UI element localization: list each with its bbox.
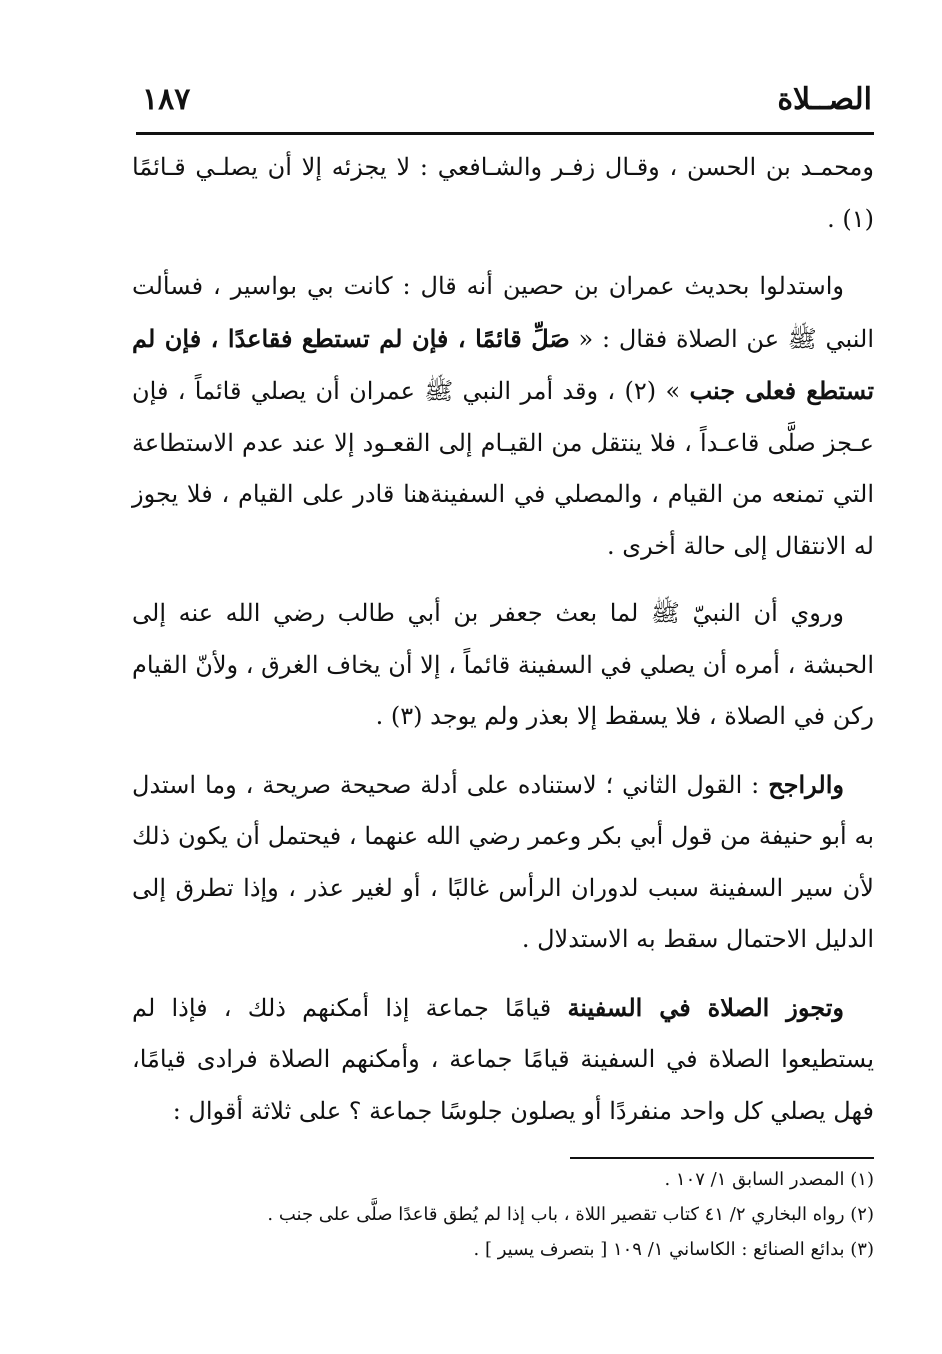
body-text [132,142,874,1153]
paragraph-5-text: قيامًا جماعة إذا أمكنهم ذلك ، فإذا لم يستطيعوا الصلاة في السفينة قيامًا جماعة ، وأمكنهم الصلاة فرادى قيامًا، فهل يصلي كل واحد منفردًا أو يصلون جلوسًا جماعة ؟ على ثلاثة أقوال : [132,993,874,1125]
footnote-2: (٢) رواه البخاري ٢/ ٤١ كتاب تقصير اللاة ، باب إذا لم يُطق قاعدًا صلَّى على جنب . [267,1204,874,1225]
paragraph-4-lead: والراجح [768,769,844,799]
footnote-1: (١) المصدر السابق ١/ ١٠٧ . [664,1169,874,1190]
footnote-3: (٣) بدائع الصنائع : الكاساني ١/ ١٠٩ [ بتصرف يسير ] . [473,1239,874,1260]
page-number: ١٨٧ [142,82,191,117]
header-rule [136,132,874,135]
hadith-quote: صَلِّ قائمًا ، فإن لم تستطع فقاعدًا ، فإن لم تستطع فعلى جنب [132,323,874,405]
paragraph-5-lead: وتجوز الصلاة في السفينة [567,992,844,1022]
paragraph-5 [132,982,874,1138]
paragraph-1-text: ومحمـد بن الحسن ، وقـال زفـر والشـافعي : لا يجزئه إلا أن يصلـي قـائمًا (١) . [132,153,875,233]
footnote-rule [570,1157,874,1159]
paragraph-2-text-a: واستدلوا بحديث عمران بن حصين أنه قال : كانت بي بواسير ، فسألت النبي ﷺ عن الصلاة فقال : « [132,272,874,353]
paragraph-2 [132,261,874,572]
paragraph-1 [132,142,874,245]
paragraph-3 [132,588,874,743]
footnotes [160,1162,874,1267]
chapter-title: الصــلاة [777,82,872,117]
paragraph-3-text: وروي أن النبيّ ﷺ لما بعث جعفر بن أبي طالب رضي الله عنه إلى الحبشة ، أمره أن يصلي في السفينة قائماً ، إلا أن يخاف الغرق ، ولأنّ القيام ركن في الصلاة ، فلا يسقط إلا بعذر ولم يوجد (٣) . [132,599,874,730]
page-header [136,78,872,130]
paragraph-2-text-b: » (٢) ، وقد أمر النبي ﷺ عمران أن يصلي قائماً ، فإن عـجز صلَّى قاعـداً ، فلا ينتقل من القيـام إلى القعـود إلا عند عدم الاستطاعة التي تمنعه من القيام ، والمصلي في السفينةهنا قادر على القيام ، فلا يجوز له الانتقال إلى حالة أخرى . [132,377,874,560]
paragraph-4-text: : القول الثاني ؛ لاستناده على أدلة صحيحة صريحة ، وما استدل به أبو حنيفة من قول أبي بكر وعمر رضي الله عنهما ، فيحتمل أن يكون ذلك لأن سير السفينة سبب لدوران الرأس غالبًا ، أو لغير عذر ، وإذا تطرق إلى الدليل الاحتمال سقط به الاستدلال . [132,770,874,953]
paragraph-4 [132,759,874,966]
